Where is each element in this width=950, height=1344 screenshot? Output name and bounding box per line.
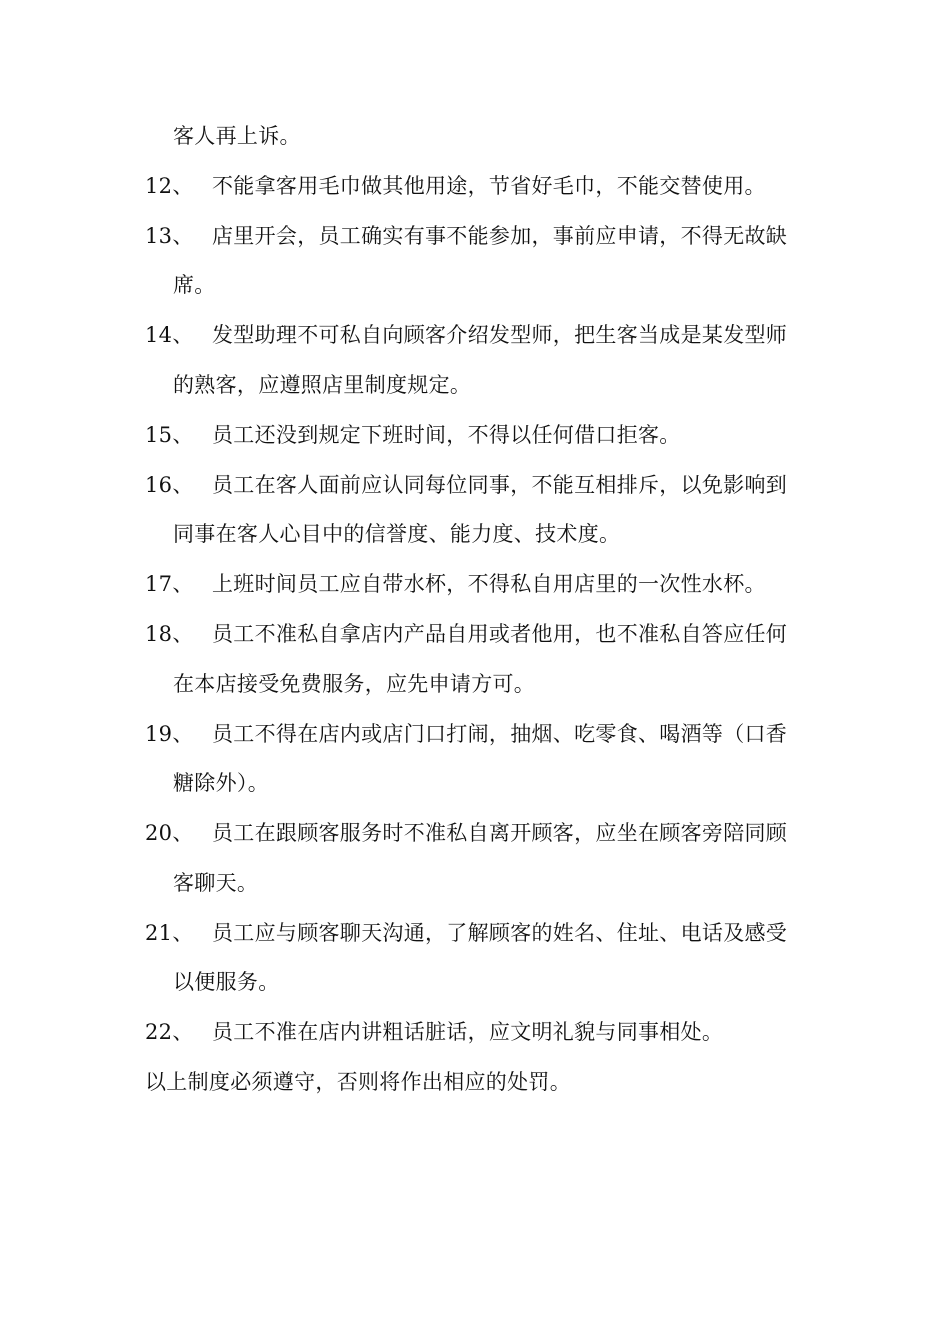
closing-text: 以上制度必须遵守，否则将作出相应的处罚。 bbox=[145, 1070, 571, 1094]
item-text: 员工在跟顾客服务时不准私自离开顾客，应坐在顾客旁陪同顾 bbox=[212, 821, 788, 845]
item-text-continuation: 在本店接受免费服务，应先申请方可。 bbox=[173, 672, 536, 696]
item-number: 22、 bbox=[145, 1020, 194, 1044]
item-text: 发型助理不可私自向顾客介绍发型师，把生客当成是某发型师 bbox=[212, 323, 788, 347]
item-text-continuation: 席。 bbox=[173, 273, 216, 297]
item-number: 20、 bbox=[145, 821, 194, 845]
item-text: 店里开会，员工确实有事不能参加，事前应申请，不得无故缺 bbox=[212, 224, 788, 248]
item-text: 不能拿客用毛巾做其他用途，节省好毛巾，不能交替使用。 bbox=[212, 174, 766, 198]
item-text: 员工不得在店内或店门口打闹，抽烟、吃零食、喝酒等（口香 bbox=[212, 722, 788, 746]
item-number: 13、 bbox=[145, 224, 194, 248]
item-text: 员工不准在店内讲粗话脏话，应文明礼貌与同事相处。 bbox=[212, 1020, 724, 1044]
item-text-continuation: 以便服务。 bbox=[173, 970, 280, 994]
item-number: 19、 bbox=[145, 722, 194, 746]
item-number: 15、 bbox=[145, 423, 194, 447]
item-text-continuation: 的熟客，应遵照店里制度规定。 bbox=[173, 373, 472, 397]
item-number: 21、 bbox=[145, 921, 194, 945]
item-text-continuation: 糖除外）。 bbox=[173, 771, 269, 795]
item-text: 员工不准私自拿店内产品自用或者他用，也不准私自答应任何 bbox=[212, 622, 788, 646]
item-number: 14、 bbox=[145, 323, 194, 347]
item-number: 18、 bbox=[145, 622, 194, 646]
item-text-continuation: 同事在客人心目中的信誉度、能力度、技术度。 bbox=[173, 522, 621, 546]
item-number: 17、 bbox=[145, 572, 194, 596]
item-text: 员工还没到规定下班时间，不得以任何借口拒客。 bbox=[212, 423, 681, 447]
item-text: 员工应与顾客聊天沟通，了解顾客的姓名、住址、电话及感受 bbox=[212, 921, 788, 945]
item-text: 员工在客人面前应认同每位同事，不能互相排斥，以免影响到 bbox=[212, 473, 788, 497]
item-number: 12、 bbox=[145, 174, 194, 198]
item-text-continuation: 客聊天。 bbox=[173, 871, 259, 895]
item-number: 16、 bbox=[145, 473, 194, 497]
item-text: 上班时间员工应自带水杯，不得私自用店里的一次性水杯。 bbox=[212, 572, 766, 596]
continuation-text: 客人再上诉。 bbox=[173, 124, 301, 148]
